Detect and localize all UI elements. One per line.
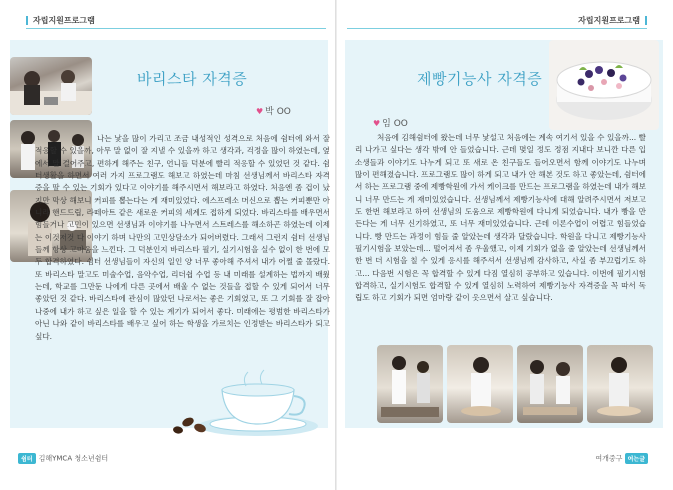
header-label: 자립지원프로그램 (578, 16, 647, 25)
right-page (337, 0, 673, 490)
page-footer (595, 453, 651, 464)
essay-body: 나는 낯을 많이 가리고 조금 내성적인 성격으로 처음에 쉼터에 와서 잘 적응할 수 있을까, 아무 말 없이 잘 지낼 수 있을까 하고 생각과, 걱정을 많이 하였는데, 옆에서 말 걸어주고, 편하게 해주는 친구, 언니들 덕분에 빨리 적응할 수 있었던 것 같다. 쉼터생활을 하면서 여러 가지 프로그램도 해보고 하였는데 마침 선생님께서 바리스타 자격증을 딸 수 있는 기회가 있다고 이야기를 해주시면서 해보라고 하였다. 처음엔 좀 겁이 났지만 막상 해보니 커피를 뽑는다는 게 재미있었다. 에스프레소 머신으로 뽑는 커피뿐만 아니라 핸드드립, 라떼아트 같은 새로운 커피의 세계도 접하게 되었다. 바리스타를 배우면서 힘들거나 고민이 있으면 선생님과 이야기를 나누면서 스트레스를 해소하곤 하였는데 이제는 이것저것 다 이야기 하며 나만의 고민상담소가 되어버렸다. 그래서 그런지 쉼터 선생님들께 항상 고마움을 느낀다. 그 덕분인지 바리스타 필기, 실기시험을 실수 없이 한 번에 모두 합격하였다. 쉼터 선생님들이 자신의 일인 양 너무 좋아해 주셔서 내가 어쩔 줄 몰랐다. 또 바리스타 말고도 미술수업, 음악수업, 리더쉽 수업 등 내 미래를 설계하는 법까지 배웠는데, 학교를 그만둔 나에게 다른 곳에서 배울 수 없는 것들을 접할 수 있게 되어서 너무 좋았던 것 같다. 바리스타에 관심이 많았던 나로서는 좋은 기회였고, 또 그 기회를 잘 잡아 나중에 내가 하고 싶은 일을 할 수 있는 계기가 되어서 좋다. 미래에는 평범한 바리스타가 아닌 나와 같이 바리스타를 배우고 싶어 하는 학생을 가르치는 인정받는 바리스타가 되고 싶다. (35, 134, 330, 341)
footer-tag: 여는글 (625, 453, 648, 464)
author-label: 박 OO (265, 107, 291, 117)
footer-text: 김해YMCA 청소년쉼터 (38, 454, 109, 463)
footer-text: 여개중구 (595, 454, 623, 463)
header-label: 자립지원프로그램 (26, 16, 95, 25)
page-header (347, 14, 647, 29)
page-footer (18, 453, 108, 464)
heart-icon: ♥ (373, 119, 381, 128)
photo-barista-class-1 (10, 57, 92, 115)
footer-tag: 쉼터 (18, 453, 36, 464)
photo-decorated-cake (549, 40, 659, 130)
coffee-cup-illustration (170, 368, 320, 438)
page-header (26, 14, 326, 29)
photo-baking-class-1 (377, 345, 443, 423)
photo-baking-class-4 (587, 345, 653, 423)
author-label: 임 OO (382, 119, 408, 129)
left-page (0, 0, 336, 490)
photo-baking-class-2 (447, 345, 513, 423)
photo-baking-class-3 (517, 345, 583, 423)
essay-body: 처음에 김해쉼터에 왔는데 너무 낯설고 처음에는 계속 여기서 있을 수 있을까... 빨리 나가고 싶다는 생각 밖에 안 들었습니다. 근데 몇일 정도 정점 지내다 보니깐 다른 입소생들과 이야기도 나누게 되고 또 새로 온 친구들도 들어오면서 함께 이야기도 나누며 많이 편해졌습니다. 프로그램도 많이 하게 되고 내가 안 해본 것도 하고 좋았는데, 쉼터에서 하는 프로그램 중에 제빵학원에 가서 케이크를 만드는 프로그램을 하였는데 내가 해보니 너무 만드는 게 재미있었습니다. 선생님께서 제빵기능사에 대해 알려주시면서 저보고도 한번 해보라고 하여 선생님의 도움으로 제빵학원에 다니게 되었습니다. 내가 빵을 만든다는 게 너무 신기하였고, 또 너무 재미있었습니다. 근데 이론수업이 어렵고 힘들었습니다. 빵 만드는 과정이 힘들 줄 알았는데 생각과 달랐습니다. 학원을 다니고 제빵기능사 필기시험을 보았는데... 떨어져서 좀 우울했고, 이제 기회가 없을 줄 알았는데 선생님께서 한 번 더 시험을 칠 수 있게 응시를 해주셔서 선생님께 감사하고, 사실 좀 부끄럽기도 하고... 다음번 시험은 꼭 합격할 수 있게 다짐 열심히 공부하고 있습니다. 이번에 필기시험 합격하고, 실기시험도 합격할 수 있게 열심히 노력하여 제빵기능사 자격증을 꼭 따서 독립도 하고 기회가 되면 엄마랑 같이 옷으면서 살고 싶습니다. (355, 133, 646, 303)
author-name (373, 116, 408, 129)
heart-icon: ♥ (256, 107, 264, 116)
page-title: 제빵기능사 자격증 (417, 70, 543, 88)
author-name (256, 104, 291, 117)
page-title: 바리스타 자격증 (137, 70, 248, 88)
